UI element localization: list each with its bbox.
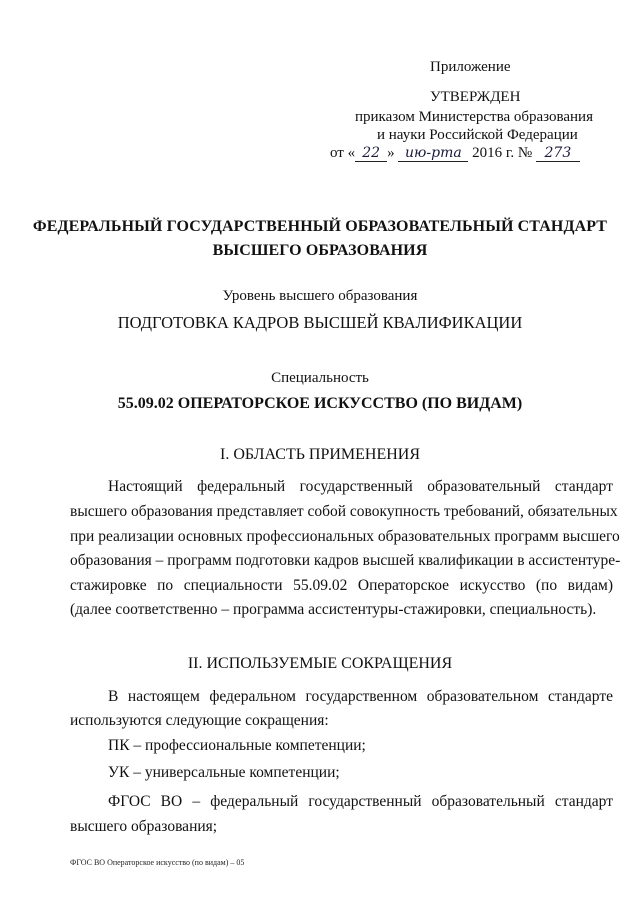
- order-line-2: и науки Российской Федерации: [377, 127, 578, 143]
- date-year: 2016 г. №: [472, 145, 533, 161]
- date-mid: »: [387, 145, 395, 161]
- order-date-line: [330, 143, 580, 163]
- handwritten-day: 22: [355, 145, 387, 162]
- section-2-title: II. ИСПОЛЬЗУЕМЫЕ СОКРАЩЕНИЯ: [187, 655, 453, 672]
- section-1-line: стажировке по специальности 55.09.02 Операторское искусство (по видам): [70, 577, 613, 594]
- document-title-line-2: ВЫСШЕГО ОБРАЗОВАНИЯ: [212, 242, 428, 259]
- page-footer: ФГОС ВО Операторское искусство (по видам) – 05: [70, 858, 245, 867]
- section-1-line: (далее соответственно – программа ассистентуры-стажировки, специальность).: [70, 601, 597, 618]
- approved-label: УТВЕРЖДЕН: [430, 89, 521, 105]
- specialty-value: 55.09.02 ОПЕРАТОРСКОЕ ИСКУССТВО (ПО ВИДАМ): [117, 395, 523, 412]
- handwritten-order-number: 273: [536, 145, 580, 162]
- handwritten-month: ию-рта: [398, 145, 468, 162]
- section-1-line: высшего образования представляет собой совокупность требований, обязательных: [70, 503, 618, 520]
- specialty-label: Специальность: [271, 370, 369, 386]
- education-level-label: Уровень высшего образования: [222, 288, 418, 304]
- date-prefix: от «: [330, 145, 356, 161]
- section-1-line: Настоящий федеральный государственный образовательный стандарт: [108, 478, 613, 495]
- order-line-1: приказом Министерства образования: [355, 109, 593, 125]
- section-1-line: при реализации основных профессиональных образовательных программ высшего: [70, 528, 620, 545]
- document-title-line-1: ФЕДЕРАЛЬНЫЙ ГОСУДАРСТВЕННЫЙ ОБРАЗОВАТЕЛЬНЫЙ СТАНДАРТ: [32, 218, 608, 235]
- education-level-value: ПОДГОТОВКА КАДРОВ ВЫСШЕЙ КВАЛИФИКАЦИИ: [117, 313, 523, 332]
- section-1-line: образования – программ подготовки кадров высшей квалификации в ассистентуре-: [70, 552, 621, 569]
- abbreviation-fgos-line: ФГОС ВО – федеральный государственный образовательный стандарт: [108, 793, 613, 810]
- section-2-intro-line: используются следующие сокращения:: [70, 712, 329, 729]
- abbreviation-fgos-line: высшего образования;: [70, 818, 218, 835]
- abbreviation-uk: УК – универсальные компетенции;: [108, 764, 340, 781]
- section-2-intro-line: В настоящем федеральном государственном образовательном стандарте: [108, 688, 613, 705]
- abbreviation-pk: ПК – профессиональные компетенции;: [108, 737, 366, 754]
- appendix-label: Приложение: [430, 59, 511, 75]
- section-1-title: I. ОБЛАСТЬ ПРИМЕНЕНИЯ: [219, 446, 421, 463]
